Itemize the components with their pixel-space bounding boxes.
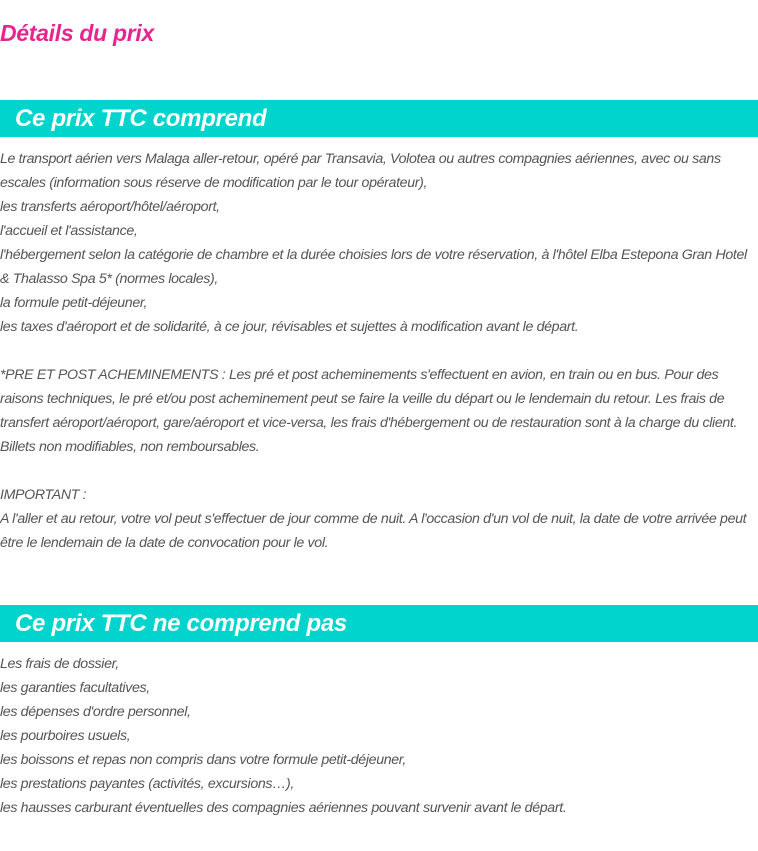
excluded-item: les prestations payantes (activités, excursions…), (0, 776, 294, 792)
excluded-item: les hausses carburant éventuelles des compagnies aériennes pouvant survenir avant le départ. (0, 800, 567, 816)
section-header-excludes: Ce prix TTC ne comprend pas (0, 605, 758, 642)
included-item-transport: Le transport aérien vers Malaga aller-retour, opéré par Transavia, Volotea ou autres compagnies aériennes, avec ou sans escales (information sous réserve de modification par le tour opérateur), (0, 151, 721, 191)
includes-section (0, 147, 752, 555)
excluded-item: les boissons et repas non compris dans votre formule petit-déjeuner, (0, 752, 406, 768)
important-note: A l'aller et au retour, votre vol peut s'effectuer de jour comme de nuit. A l'occasion d'un vol de nuit, la date de votre arrivée peut être le lendemain de la date de convocation pour le vol. (0, 511, 747, 551)
included-item-taxes: les taxes d'aéroport et de solidarité, à ce jour, révisables et sujettes à modification avant le départ. (0, 319, 579, 335)
paragraph-spacer (0, 459, 752, 483)
included-item-accommodation: l'hébergement selon la catégorie de chambre et la durée choisies lors de votre réservation, à l'hôtel Elba Estepona Gran Hotel & Thalasso Spa 5* (normes locales), (0, 247, 747, 287)
acheminements-note: *PRE ET POST ACHEMINEMENTS : Les pré et post acheminements s'effectuent en avion, en train ou en bus. Pour des raisons techniques, le pré et/ou post acheminement peut se faire la veille du départ ou le lendemain du retour. Les frais de transfert aéroport/aéroport, gare/aéroport et vice-versa, les frais d'hébergement ou de restauration sont à la charge du client. Billets non modifiables, non remboursables. (0, 367, 738, 455)
paragraph-spacer (0, 339, 752, 363)
excluded-item: les garanties facultatives, (0, 680, 150, 696)
page-title: Détails du prix (0, 20, 154, 46)
excluded-item: les dépenses d'ordre personnel, (0, 704, 191, 720)
excluded-item: Les frais de dossier, (0, 656, 119, 672)
excludes-section (0, 652, 752, 820)
important-label: IMPORTANT : (0, 487, 87, 503)
included-item-transfers: les transferts aéroport/hôtel/aéroport, (0, 199, 220, 215)
section-header-includes: Ce prix TTC comprend (0, 100, 758, 137)
included-item-breakfast: la formule petit-déjeuner, (0, 295, 148, 311)
excluded-item: les pourboires usuels, (0, 728, 131, 744)
included-item-assistance: l'accueil et l'assistance, (0, 223, 138, 239)
